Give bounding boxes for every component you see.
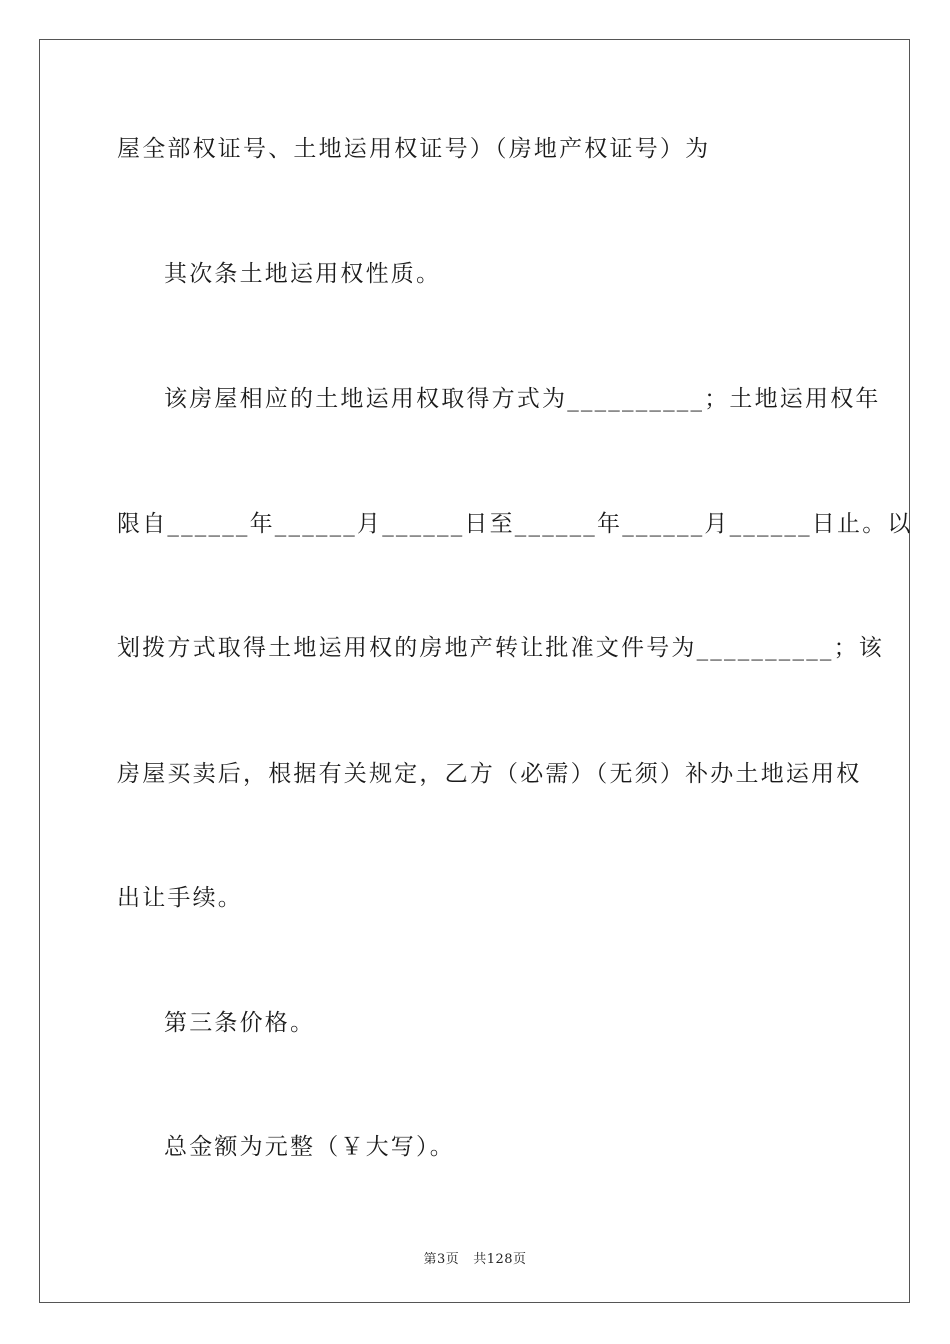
text-line-2: 其次条土地运用权性质。: [164, 261, 442, 287]
page-number-current: 第3页: [423, 1252, 460, 1267]
text-line-3: 该房屋相应的土地运用权取得方式为__________；土地运用权年: [164, 386, 881, 412]
page-number-total: 共128页: [473, 1252, 527, 1267]
text-line-7: 出让手续。: [117, 885, 243, 911]
text-line-4: 限自______年______月______日至______年______月______日止。以: [117, 511, 913, 537]
text-line-8: 第三条价格。: [164, 1010, 316, 1036]
text-line-9: 总金额为元整（￥大写）。: [164, 1134, 455, 1160]
page-footer: [0, 1248, 950, 1267]
text-line-6: 房屋买卖后，根据有关规定，乙方（必需）（无须）补办土地运用权: [117, 761, 862, 787]
text-line-1: 屋全部权证号、土地运用权证号）（房地产权证号）为: [117, 136, 711, 162]
page-border: [39, 39, 913, 1303]
text-line-5: 划拨方式取得土地运用权的房地产转让批准文件号为__________；该: [117, 635, 884, 661]
